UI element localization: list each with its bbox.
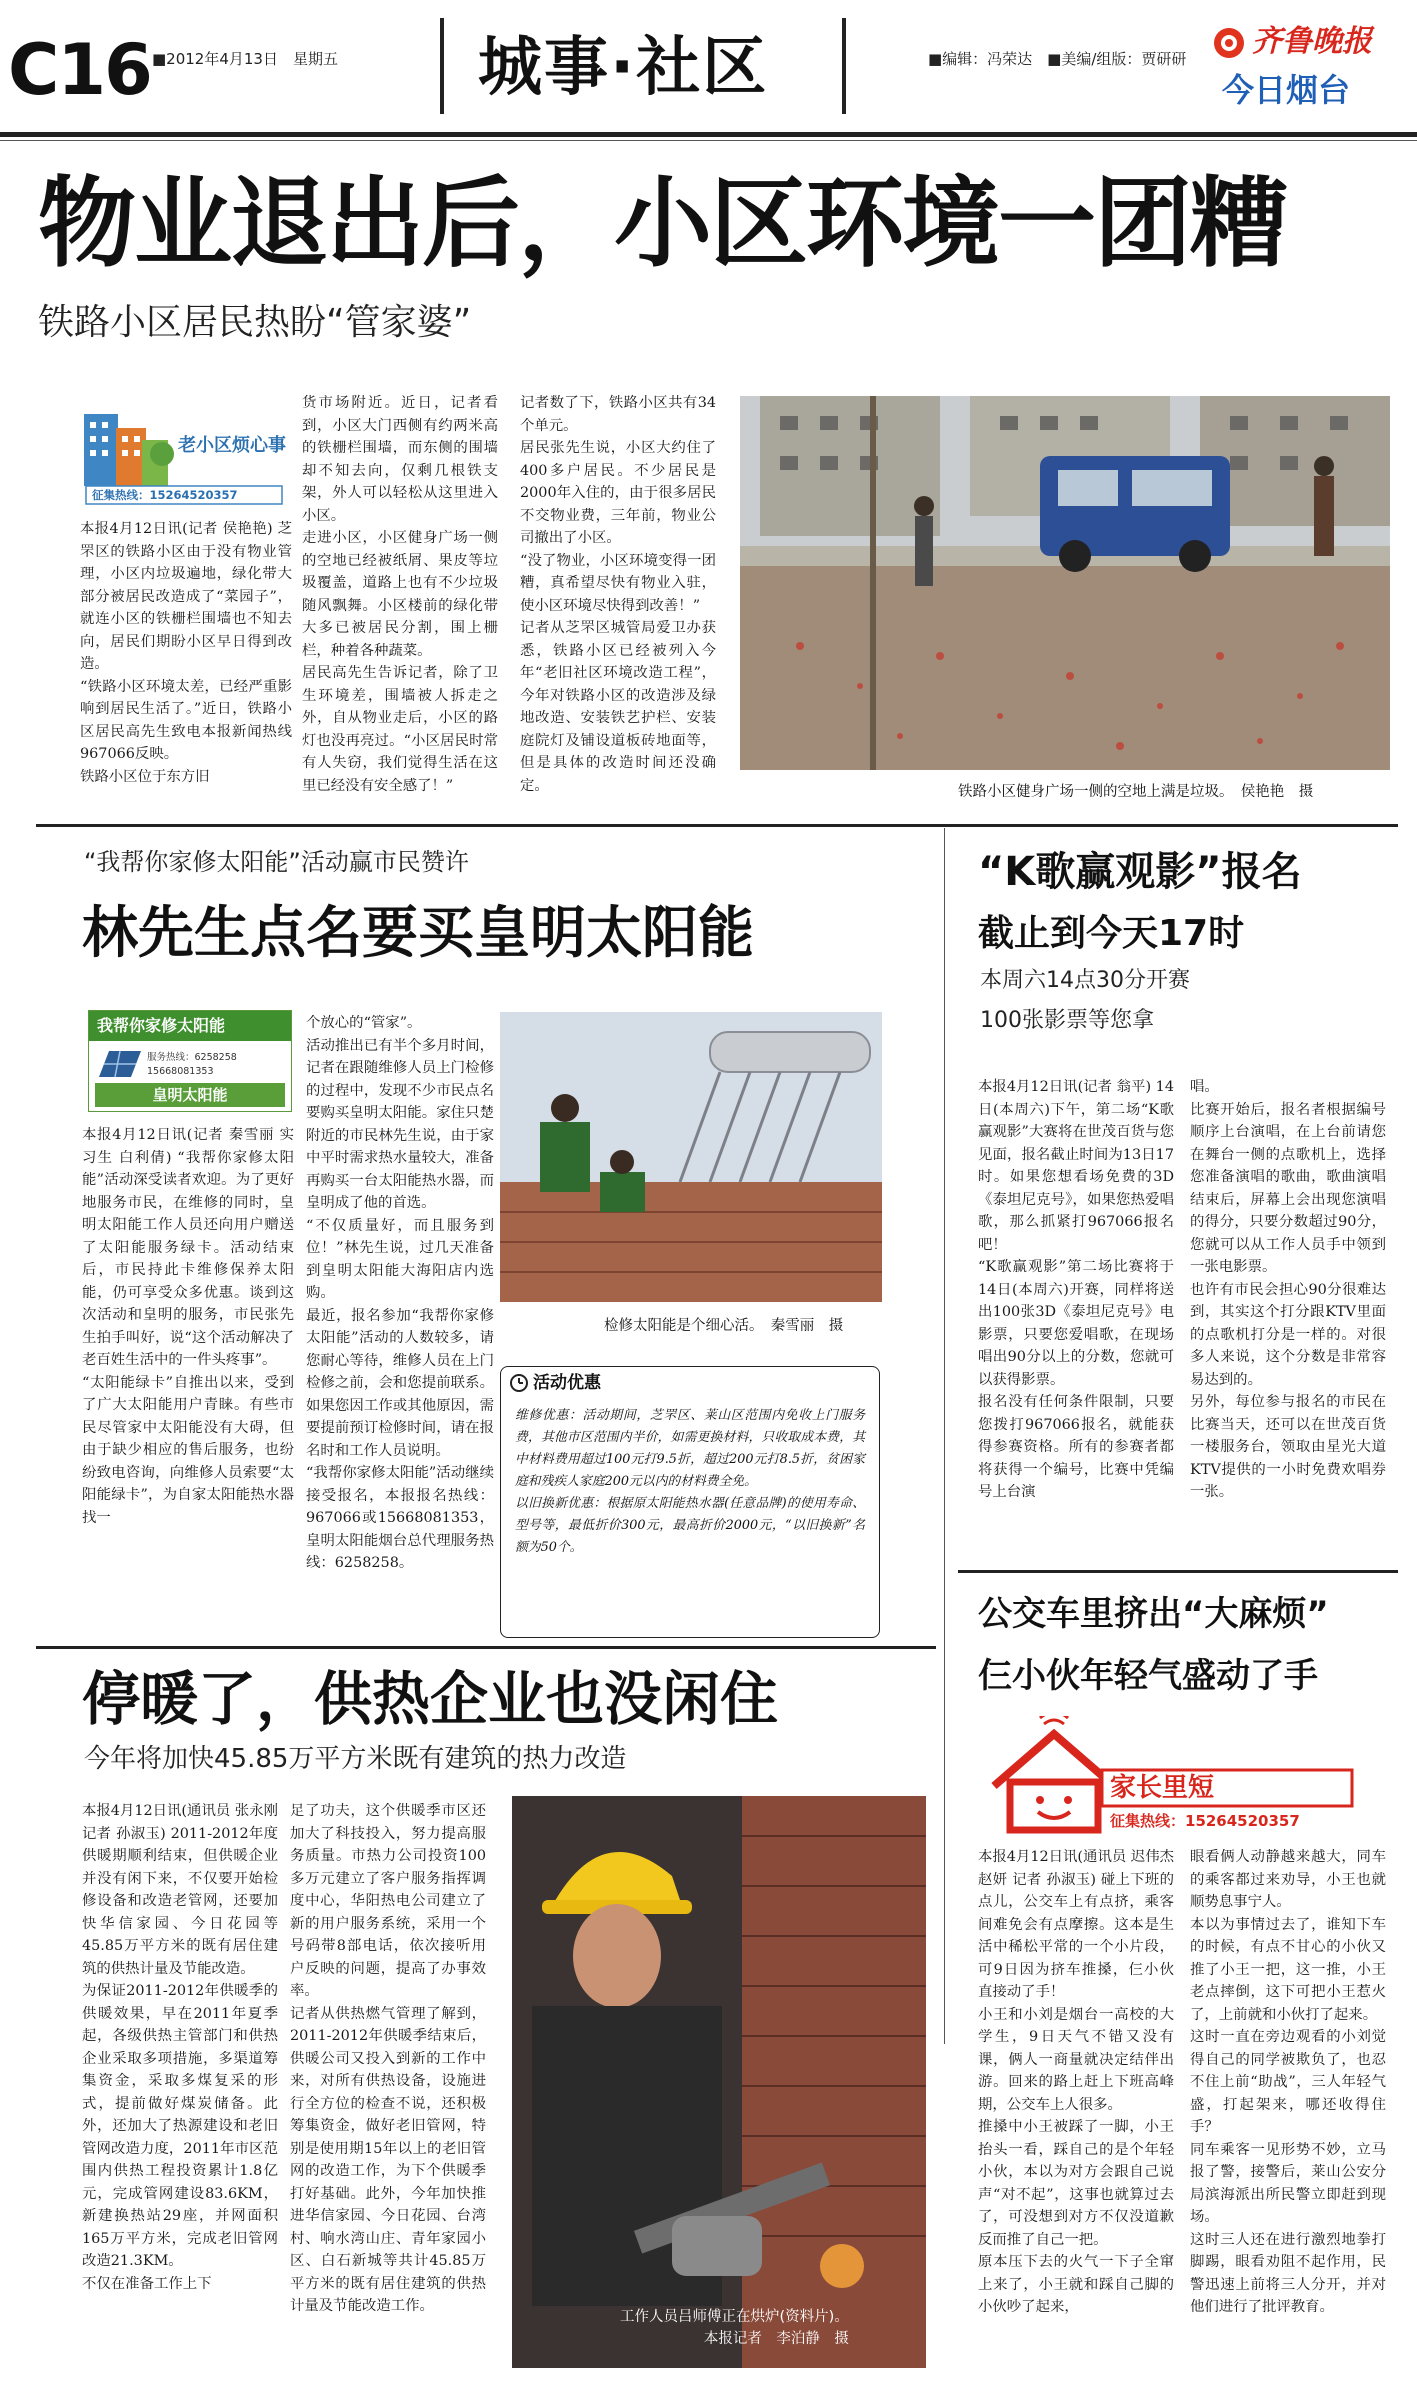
editor-credits: ■编辑：冯荣达 ■美编/组版：贾研研 xyxy=(928,50,1187,68)
article2-kicker: “我帮你家修太阳能”活动赢市民赞许 xyxy=(84,848,469,876)
article4-subhead-1: 本周六14点30分开赛 xyxy=(980,968,1190,993)
article1-column-1: 本报4月12日讯(记者 侯艳艳) 芝罘区的铁路小区由于没有物业管理，小区内垃圾遍地，绿化带大部分被居民改造成了“菜园子”，就连小区的铁栅栏围墙也不知去向，居民们期盼小区早日得到改造。 “铁路小区环境太差，已经严重影响到居民生活了。”近日，铁路小区居民高先生致电本报新闻热线967066反映。 铁路小区位于东方旧 xyxy=(80,521,292,785)
article4-column-2: 唱。 比赛开始后，报名者根据编号顺序上台演唱，在上台前请您在舞台一侧的点歌机上，选择您准备演唱的歌曲，歌曲演唱结束后，屏幕上会出现您演唱的得分，只要分数超过90分，您就可以从工作人员手中领到一张电影票。 也许有市民会担心90分很难达到，其实这个打分跟KTV里面的点歌机打分是一样的。对很多人来说，这个分数是非常容易达到的。 另外，每位参与报名的市民在比赛当天，还可以在世茂百货一楼服务台，领取由星光大道KTV提供的一小时免费欢唱券一张。 xyxy=(1190,1079,1386,1500)
logo-solar-brand: 皇明太阳能 xyxy=(95,1083,285,1107)
article2-headline: 林先生点名要买皇明太阳能 xyxy=(82,901,754,966)
article1-photo-caption: 铁路小区健身广场一侧的空地上满是垃圾。 侯艳艳 摄 xyxy=(958,784,1314,800)
article3-column-2: 足了功夫，这个供暖季市区还加大了科技投入，努力提高服务质量。市热力公司投资100多万元建立了客户服务指挥调度中心，华阳热电公司建立了新的用户服务系统，采用一个号码带8部电话，依次接听用户反映的问题，提高了办事效率。 记者从供热燃气管理了解到，2011-2012年供暖季结束后，供暖公司又投入到新的工作中来，对所有供热设备，设施进行全方位的检查不说，还积极筹集资金，做好老旧管网，特别是使用期15年以上的老旧管网的改造工作，为下个供暖季打好基础。此外，今年加快推进华信家园、今日花园、台湾村、响水湾山庄、青年家园小区、白石新城等共计45.85万平方米的既有居住建筑的供热计量及节能改造工作。 xyxy=(290,1803,486,2314)
header-divider-left xyxy=(440,18,444,114)
article3-headline: 停暖了，供热企业也没闲住 xyxy=(82,1665,779,1733)
article4-headline-2: 截止到今天17时 xyxy=(978,913,1245,954)
article4-headline: “K歌赢观影”报名 xyxy=(978,849,1302,895)
issue-date: ■2012年4月13日 星期五 xyxy=(152,50,338,68)
article2-photo-caption: 检修太阳能是个细心活。 秦雪丽 摄 xyxy=(604,1318,844,1334)
edition-name: 今日烟台 xyxy=(1222,71,1351,109)
logo-family-title: 家长里短 xyxy=(1110,1773,1215,1803)
column-logo-solar-repair xyxy=(88,1010,292,1112)
article3-column-1: 本报4月12日讯(通讯员 张永刚 记者 孙淑玉) 2011-2012年度供暖期顺利结束，但供暖企业并没有闲下来，不仅要开始检修设备和改造老管网，还要加快华信家园、今日花园等45.85万平方米的既有居住建筑的供热计量及节能改造。 为保证2011-2012年供暖季的供暖效果，早在2011年夏季起，各级供热主管部门和供热企业采取多项措施，多渠道筹集资金，采取多煤复采的形式，提前做好煤炭储备。此外，还加大了热源建设和老旧管网改造力度，2011年市区范围内供热工程投资累计1.8亿元，完成管网建设83.6KM，新建换热站29座，并网面积165万平方米，完成老旧管网改造21.3KM。 不仅在准备工作上下 xyxy=(82,1803,278,2292)
column-logo-old-community xyxy=(78,394,294,506)
article5-headline-2: 仨小伙年轻气盛动了手 xyxy=(978,1656,1318,1696)
logo-old-community-title: 老小区烦心事 xyxy=(178,435,286,456)
page-number: C16 xyxy=(8,29,151,111)
promo-title: 活动优惠 xyxy=(533,1373,601,1393)
article2-bottom-rule xyxy=(36,1646,936,1649)
header-divider-right xyxy=(842,18,846,114)
article1-photo xyxy=(740,396,1390,770)
article2-photo xyxy=(500,1012,882,1302)
article2-column-1: 本报4月12日讯(记者 秦雪丽 实习生 白利倩) “我帮你家修太阳能”活动深受读者欢迎。为了更好地服务市民，在维修的同时，皇明太阳能工作人员还向用户赠送了太阳能服务绿卡。活动结束后，市民持此卡维修保养太阳能，仍可享受众多优惠。谈到这次活动和皇明的服务，市民张先生拍手叫好，说“这个活动解决了老百姓生活中的一件头疼事”。 “太阳能绿卡”自推出以来，受到了广大太阳能用户青睐。有些市民尽管家中太阳能没有大碍，但由于缺少相应的售后服务，也纷纷致电咨询，向维修人员索要“太阳能绿卡”，为自家太阳能热水器找一 xyxy=(82,1127,294,1526)
article4-column-1: 本报4月12日讯(记者 翁平) 14日(本周六)下午，第二场“K歌赢观影”大赛将在世茂百货与您见面，报名截止时间为13日17时。如果您想看场免费的3D《泰坦尼克号》，如果您热爱唱歌，那么抓紧打967066报名吧！ “K歌赢观影”第二场比赛将于14日(本周六)开赛，同样将送出100张3D《泰坦尼克号》电影票，只要您爱唱歌，在现场唱出90分以上的分数，您就可以获得影票。 报名没有任何条件限制，只要您拨打967066报名，就能获得参赛资格。所有的参赛者都将获得一个编号，比赛中凭编号上台演 xyxy=(978,1079,1174,1500)
paper-name: 齐鲁晚报 xyxy=(1252,24,1372,59)
logo-old-community-hotline: 征集热线：15264520357 xyxy=(92,488,238,502)
right-column-divider xyxy=(944,828,945,2044)
header-rule xyxy=(0,132,1417,137)
article1-headline: 物业退出后，小区环境一团糟 xyxy=(38,167,1287,281)
article5-column-1: 本报4月12日讯(通讯员 迟伟杰 赵妍 记者 孙淑玉) 碰上下班的点儿，公交车上有点挤，乘客间难免会有点摩擦。这本是生活中稀松平常的一个小片段，可9日因为挤车推搡，仨小伙直接动了手！ 小王和小刘是烟台一高校的大学生，9日天气不错又没有课，俩人一商量就决定结伴出游。回来的路上赶上下班高峰期，公交车上人很多。 推搡中小王被踩了一脚，小王抬头一看，踩自己的是个年轻小伙，本以为对方会跟自己说声“对不起”，这事也就算过去了，可没想到对方不仅没道歉反而推了自己一把。 原本压下去的火气一下子全窜上来了，小王就和踩自己脚的小伙吵了起来， xyxy=(978,1849,1174,2315)
promo-text: 维修优惠：活动期间，芝罘区、莱山区范围内免收上门服务费，其他市区范围内半价，如需更换材料，只收取成本费，其中材料费用超过100元打9.5折，超过200元打8.5折，贫困家庭和残疾人家庭200元以内的材料费全免。 以旧换新优惠：根据原太阳能热水器(任意品牌)的使用寿命、型号等，最低折价300元，最高折价2000元，“以旧换新”名额为50个。 xyxy=(515,1408,865,1555)
article4-bottom-rule xyxy=(958,1570,1398,1573)
logo-solar-title: 我帮你家修太阳能 xyxy=(97,1016,226,1035)
clock-icon xyxy=(509,1373,529,1393)
paper-logo-icon xyxy=(1212,26,1246,60)
article3-subhead: 今年将加快45.85万平方米既有建筑的热力改造 xyxy=(84,1744,627,1774)
article5-column-2: 眼看俩人动静越来越大，同车的乘客都过来劝导，小王也就顺势息事宁人。 本以为事情过去了，谁知下车的时候，有点不甘心的小伙又推了小王一把，这一推，小王老点摔倒，这下可把小王惹火了，上前就和小伙打了起来。 这时一直在旁边观看的小刘觉得自己的同学被欺负了，也忍不住上前“助战”，三人年轻气盛，打起架来，哪还收得住手？ 同车乘客一见形势不妙，立马报了警，接警后，莱山公安分局滨海派出所民警立即赶到现场。 这时三人还在进行激烈地拳打脚踢，眼看劝阻不起作用，民警迅速上前将三人分开，并对他们进行了批评教育。 xyxy=(1190,1849,1386,2315)
article3-photo xyxy=(512,1796,926,2368)
logo-solar-hotline: 服务热线：6258258 15668081353 xyxy=(147,1052,237,1077)
article2-column-2: 个放心的“管家”。 活动推出已有半个多月时间，记者在跟随维修人员上门检修的过程中，发现不少市民点名要购买皇明太阳能。家住只楚附近的市民林先生说，由于家中平时需求热水量较大，准备再购买一台太阳能热水器，而皇明成了他的首选。 “不仅质量好，而且服务到位！”林先生说，过几天准备到皇明太阳能大海阳店内选购。 最近，报名参加“我帮你家修太阳能”活动的人数较多，请您耐心等待，维修人员在上门检修之前，会和您提前联系。如果您因工作或其他原因，需要提前预订检修时间，请在报名时和工作人员说明。 “我帮你家修太阳能”活动继续接受报名，本报报名热线：967066或15668081353，皇明太阳能烟台总代理服务热线：6258258。 xyxy=(306,1015,494,1571)
article1-bottom-rule xyxy=(36,824,1398,827)
article3-photo-caption: 工作人员吕师傅正在烘炉(资料片)。 本报记者 李泊静 摄 xyxy=(620,2309,849,2347)
article1-subhead: 铁路小区居民热盼“管家婆” xyxy=(38,302,472,343)
header-rule-thin xyxy=(0,140,1417,141)
promo-box xyxy=(500,1366,880,1638)
solar-panel-icon xyxy=(95,1047,143,1081)
article1-column-2: 货市场附近。近日，记者看到，小区大门西侧有约两米高的铁栅栏围墙，而东侧的围墙却不知去向，仅剩几根铁支架，外人可以轻松从这里进入小区。 走进小区，小区健身广场一侧的空地已经被纸屑、果皮等垃圾覆盖，道路上也有不少垃圾随风飘舞。小区楼前的绿化带大多已被居民分割，围上栅栏，种着各种蔬菜。 居民高先生告诉记者，除了卫生环境差，围墙被人拆走之外，自从物业走后，小区的路灯也没再亮过。“小区居民时常有人失窃，我们觉得生活在这里已经没有安全感了！” xyxy=(302,395,498,794)
article5-headline: 公交车里挤出“大麻烦” xyxy=(978,1594,1329,1634)
article4-subhead-2: 100张影票等您拿 xyxy=(980,1008,1154,1033)
section-title: 城事·社区 xyxy=(478,31,769,105)
logo-family-hotline: 征集热线：15264520357 xyxy=(1110,1812,1300,1830)
column-logo-family-matters xyxy=(984,1716,1376,1836)
article1-column-3: 记者数了下，铁路小区共有34个单元。 居民张先生说，小区大约住了400多户居民。不少居民是2000年入住的，由于很多居民不交物业费，三年前，物业公司撤出了小区。 “没了物业，小区环境变得一团糟，真希望尽快有物业入驻，使小区环境尽快得到改善！” 记者从芝罘区城管局爱卫办获悉，铁路小区已经被列入今年“老旧社区环境改造工程”，今年对铁路小区的改造涉及绿地改造、安装铁艺护栏、安装庭院灯及铺设道板砖地面等，但是具体的改造时间还没确定。 xyxy=(520,395,716,794)
